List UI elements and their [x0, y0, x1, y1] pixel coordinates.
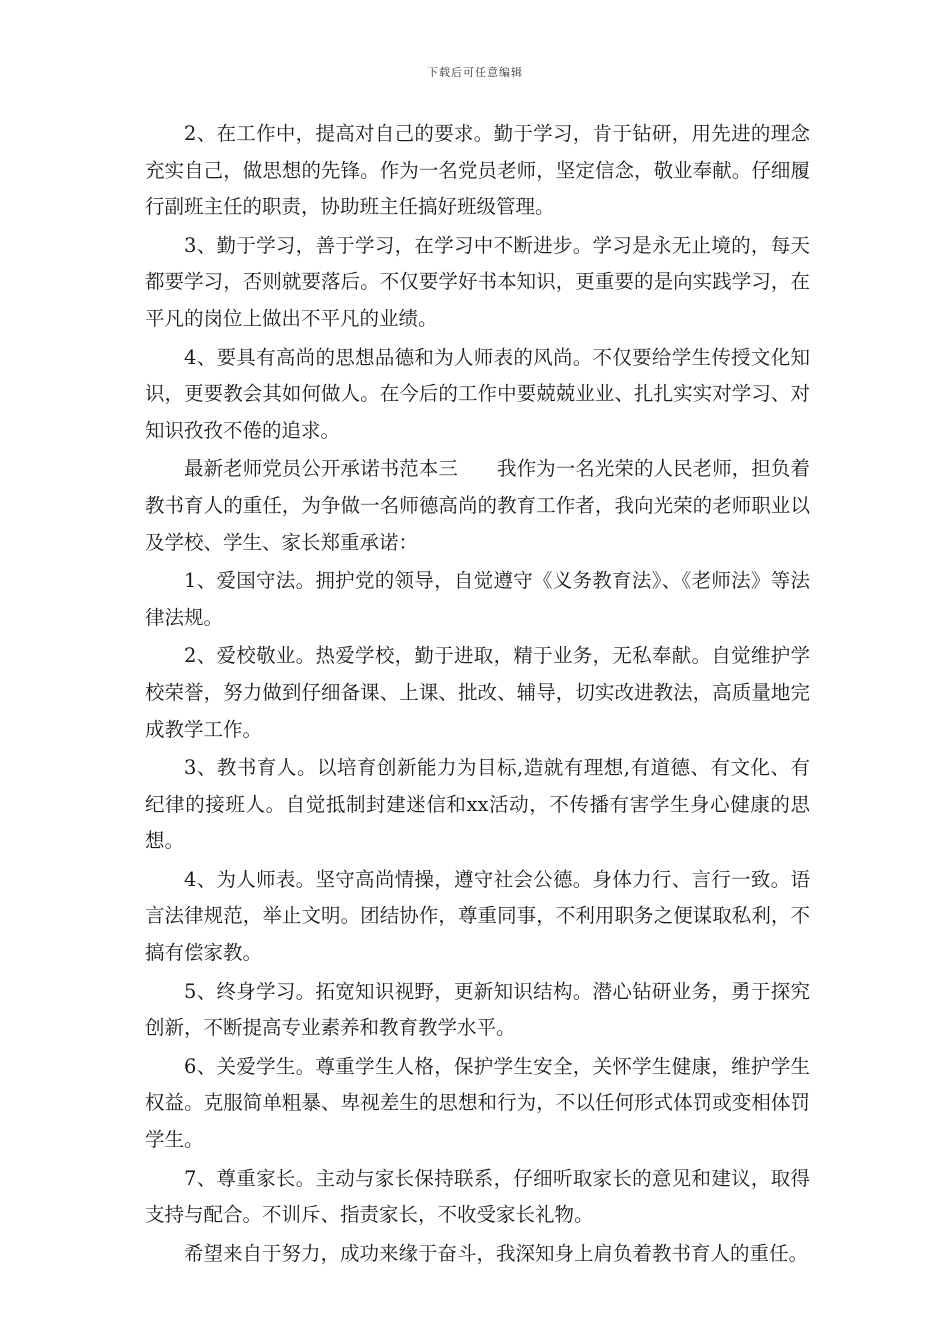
document-body [145, 116, 810, 1274]
paragraph-love-school: 2、爱校敬业。热爱学校，勤于进取，精于业务，无私奉献。自觉维护学校荣誉，努力做到仔细备课、上课、批改、辅导，切实改进教法，高质量地完成教学工作。 [145, 644, 810, 741]
paragraph-respect-parents: 7、尊重家长。主动与家长保持联系，仔细听取家长的意见和建议，取得支持与配合。不训斥、指责家长，不收受家长礼物。 [145, 1166, 810, 1227]
paragraph-closing: 希望来自于努力，成功来缘于奋斗，我深知身上肩负着教书育人的重任。 [184, 1241, 809, 1265]
paragraph-patriotism: 1、爱国守法。拥护党的领导，自觉遵守《义务教育法》、《老师法》等法律法规。 [145, 569, 810, 629]
page-header: 下载后可任意编辑 [427, 66, 523, 79]
paragraph-care-students: 6、关爱学生。尊重学生人格，保护学生安全，关怀学生健康，维护学生权益。克服简单粗暴、卑视差生的思想和行为，不以任何形式体罚或变相体罚学生。 [145, 1054, 810, 1152]
paragraph-lifelong-learning: 5、终身学习。拓宽知识视野，更新知识结构。潜心钻研业务，勇于探究创新，不断提高专业素养和教育教学水平。 [145, 979, 810, 1040]
paragraph-teaching: 3、教书育人。以培育创新能力为目标,造就有理想,有道德、有文化、有纪律的接班人。自觉抵制封建迷信和xx活动，不传播有害学生身心健康的思想。 [145, 756, 810, 853]
paragraph-commitment-2: 2、在工作中，提高对自己的要求。勤于学习，肯于钻研，用先进的理念充实自己，做思想的先锋。作为一名党员老师，坚定信念，敬业奉献。仔细履行副班主任的职责，协助班主任搞好班级管理。 [145, 122, 810, 219]
paragraph-commitment-4: 4、要具有高尚的思想品德和为人师表的风尚。不仅要给学生传授文化知识，更要教会其如何做人。在今后的工作中要兢兢业业、扎扎实实对学习、对知识孜孜不倦的追求。 [145, 345, 810, 442]
paragraph-commitment-3: 3、勤于学习，善于学习，在学习中不断进步。学习是永无止境的，每天都要学习，否则就要落后。不仅要学好书本知识，更重要的是向实践学习，在平凡的岗位上做出不平凡的业绩。 [145, 233, 810, 330]
paragraph-role-model: 4、为人师表。坚守高尚情操，遵守社会公德。身体力行、言行一致。语言法律规范，举止文明。团结协作，尊重同事，不利用职务之便谋取私利，不搞有偿家教。 [145, 867, 810, 965]
paragraph-template-three-intro: 最新老师党员公开承诺书范本三 我作为一名光荣的人民老师，担负着教书育人的重任，为争做一名师德高尚的教育工作者，我向光荣的老师职业以及学校、学生、家长郑重承诺： [145, 457, 810, 554]
